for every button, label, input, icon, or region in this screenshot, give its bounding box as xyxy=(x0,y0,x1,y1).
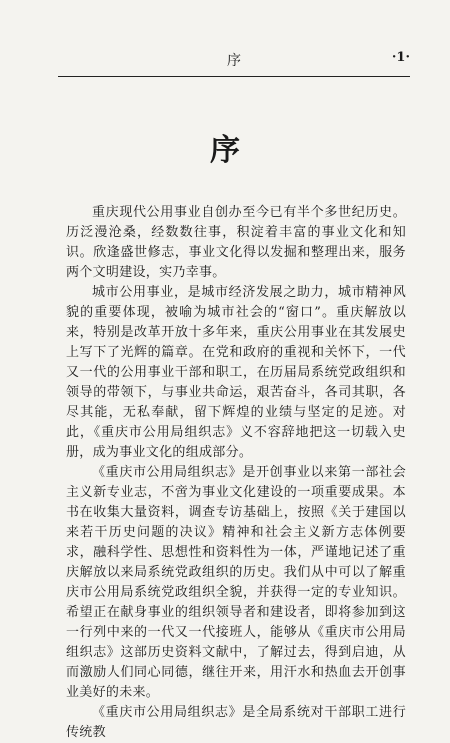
running-title: 序 xyxy=(227,53,241,69)
running-header xyxy=(58,50,410,72)
body-text xyxy=(66,203,406,743)
paragraph: 《重庆市公用局组织志》是开创事业以来第一部社会主义新专业志，不啻为事业文化建设的一项重要成果。本书在收集大量资料，调查专访基础上，按照《关于建国以来若干历史问题的决议》精神和社会主义新方志体例要求，融科学性、思想性和资料性为一体，严谨地记述了重庆解放以来局系统党政组织的历史。我们从中可以了解重庆市公用局系统党政组织全貌，并获得一定的专业知识。希望正在献身事业的组织领导者和建设者，即将参加到这一行列中来的一代又一代接班人，能够从《重庆市公用局组织志》这部历史资料文献中，了解过去，得到启迪，从而激励人们同心同德，继往开来，用汗水和热血去开创事业美好的未来。 xyxy=(66,465,406,700)
paragraph: 《重庆市公用局组织志》是全局系统对干部职工进行传统教 xyxy=(66,705,406,740)
section-heading: 序 xyxy=(210,133,240,168)
header-rule xyxy=(58,76,410,77)
paragraph: 城市公用事业，是城市经济发展之助力，城市精神风貌的重要体现，被喻为城市社会的“窗口”。重庆解放以来，特别是改革开放十多年来，重庆公用事业在其发展史上写下了光辉的篇章。在党和政府的重视和关怀下，一代又一代的公用事业干部和职工，在历届局系统党政组织和领导的带领下，与事业共命运，艰苦奋斗，各司其职，各尽其能，无私奉献，留下辉煌的业绩与坚定的足迹。对此，《重庆市公用局组织志》义不容辞地把这一切载入史册，成为事业文化的组成部分。 xyxy=(66,285,406,460)
page-number: ·1· xyxy=(391,50,410,65)
paragraph: 重庆现代公用事业自创办至今已有半个多世纪历史。历泛漫沧桑，经数数往事，积淀着丰富的事业文化和知识。欣逢盛世修志，事业文化得以发掘和整理出来，服务两个文明建设，实乃幸事。 xyxy=(66,205,406,280)
